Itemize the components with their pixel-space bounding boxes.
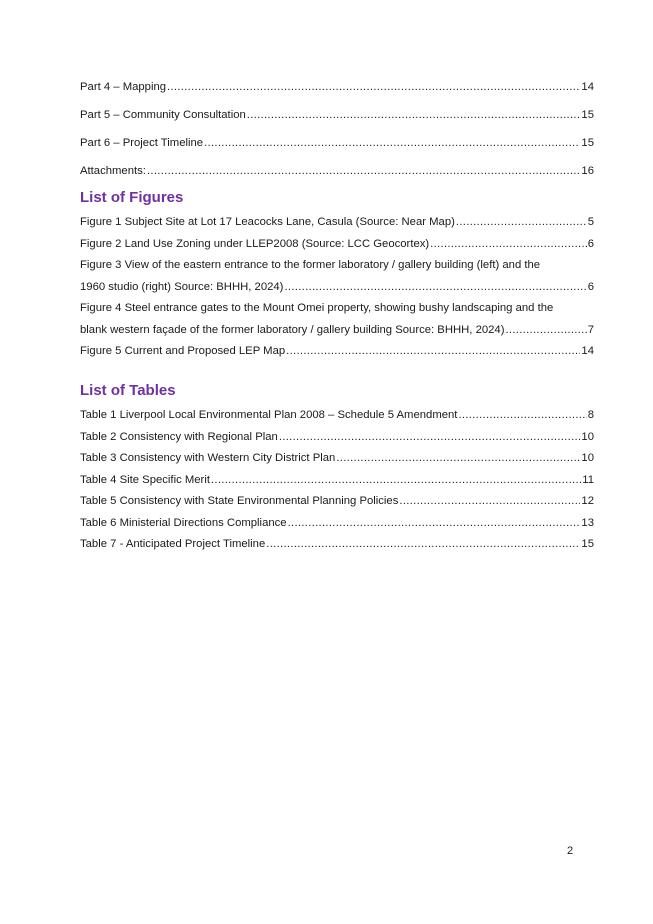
table-page-number: 10 — [581, 452, 594, 464]
figure-entry-label: Figure 1 Subject Site at Lot 17 Leacocks Lane, Casula (Source: Near Map) — [80, 216, 455, 228]
table-page-number: 15 — [581, 538, 594, 550]
figure-entry-3[interactable] — [80, 258, 594, 294]
tables-heading: List of Tables — [80, 382, 176, 399]
figure-entry-label-line-1: Figure 3 View of the eastern entrance to the former laboratory / gallery building (left) and the — [80, 259, 541, 271]
table-entry-label: Table 6 Ministerial Directions Compliance — [80, 516, 287, 529]
toc-page-number: 16 — [581, 165, 594, 177]
leader-dots — [247, 108, 581, 122]
leader-dots — [204, 136, 580, 150]
table-entry-7[interactable] — [80, 537, 594, 551]
table-page-number: 10 — [581, 430, 594, 443]
figure-entry-5[interactable] — [80, 344, 594, 358]
leader-dots — [167, 80, 580, 94]
toc-entry-part-4[interactable] — [80, 80, 594, 94]
figure-page-number: 6 — [587, 280, 594, 293]
figure-entry-label: Figure 5 Current and Proposed LEP Map — [80, 345, 286, 357]
toc-entry-label: Attachments: — [80, 165, 146, 177]
table-entry-6[interactable] — [80, 516, 594, 530]
table-entry-label: Table 3 Consistency with Western City District Plan — [80, 452, 336, 464]
figure-entry-label: Figure 2 Land Use Zoning under LLEP2008 (Source: LCC Geocortex) — [80, 237, 430, 250]
table-entry-label: Table 7 - Anticipated Project Timeline — [80, 538, 266, 550]
leader-dots — [430, 237, 587, 251]
table-entry-label: Table 1 Liverpool Local Environmental Plan 2008 – Schedule 5 Amendment — [80, 409, 458, 421]
toc-entry-part-6[interactable] — [80, 136, 594, 150]
toc-entry-label: Part 6 – Project Timeline — [80, 137, 204, 149]
figure-entry-1[interactable] — [80, 215, 594, 229]
figures-list — [80, 215, 594, 358]
leader-dots — [266, 537, 580, 551]
figure-page-number: 6 — [587, 237, 594, 250]
toc-entry-attachments[interactable] — [80, 164, 594, 178]
table-entry-label: Table 2 Consistency with Regional Plan — [80, 430, 278, 443]
table-page-number: 13 — [581, 516, 594, 529]
leader-dots — [399, 494, 580, 508]
toc-entry-part-5[interactable] — [80, 108, 594, 122]
table-entry-2[interactable] — [80, 430, 594, 444]
leader-dots — [284, 280, 586, 294]
figure-page-number: 5 — [587, 216, 594, 228]
leader-dots — [288, 516, 581, 530]
table-page-number: 8 — [587, 409, 594, 421]
leader-dots — [279, 430, 581, 444]
toc-page-number: 14 — [581, 81, 594, 93]
table-entry-label: Table 4 Site Specific Merit — [80, 473, 210, 486]
leader-dots — [286, 344, 580, 358]
toc-page-number: 15 — [581, 109, 594, 121]
figure-entry-label-line-1: Figure 4 Steel entrance gates to the Mount Omei property, showing bushy landscaping and the — [80, 302, 554, 314]
figure-entry-label: 1960 studio (right) Source: BHHH, 2024) — [80, 280, 284, 293]
table-entry-5[interactable] — [80, 494, 594, 508]
table-entry-3[interactable] — [80, 451, 594, 465]
page-number: 2 — [567, 845, 574, 857]
figure-entry-label: blank western façade of the former laboratory / gallery building Source: BHHH, 2024) — [80, 323, 505, 336]
leader-dots — [456, 215, 587, 229]
table-entry-label: Table 5 Consistency with State Environmental Planning Policies — [80, 495, 399, 507]
figure-page-number: 7 — [587, 323, 594, 336]
figure-entry-4[interactable] — [80, 301, 594, 337]
table-page-number: 11 — [582, 473, 594, 486]
leader-dots — [211, 473, 581, 487]
leader-dots — [505, 323, 586, 337]
toc-entry-label: Part 4 – Mapping — [80, 81, 167, 93]
table-page-number: 12 — [581, 495, 594, 507]
figures-heading: List of Figures — [80, 189, 184, 206]
toc-entry-label: Part 5 – Community Consultation — [80, 109, 246, 121]
table-entry-1[interactable] — [80, 408, 594, 422]
figure-entry-2[interactable] — [80, 237, 594, 251]
leader-dots — [147, 164, 580, 178]
tables-list — [80, 408, 594, 551]
toc-page-number: 15 — [581, 137, 594, 149]
leader-dots — [458, 408, 586, 422]
table-entry-4[interactable] — [80, 473, 594, 487]
toc-parts — [80, 80, 594, 178]
figure-page-number: 14 — [581, 345, 594, 357]
leader-dots — [336, 451, 580, 465]
